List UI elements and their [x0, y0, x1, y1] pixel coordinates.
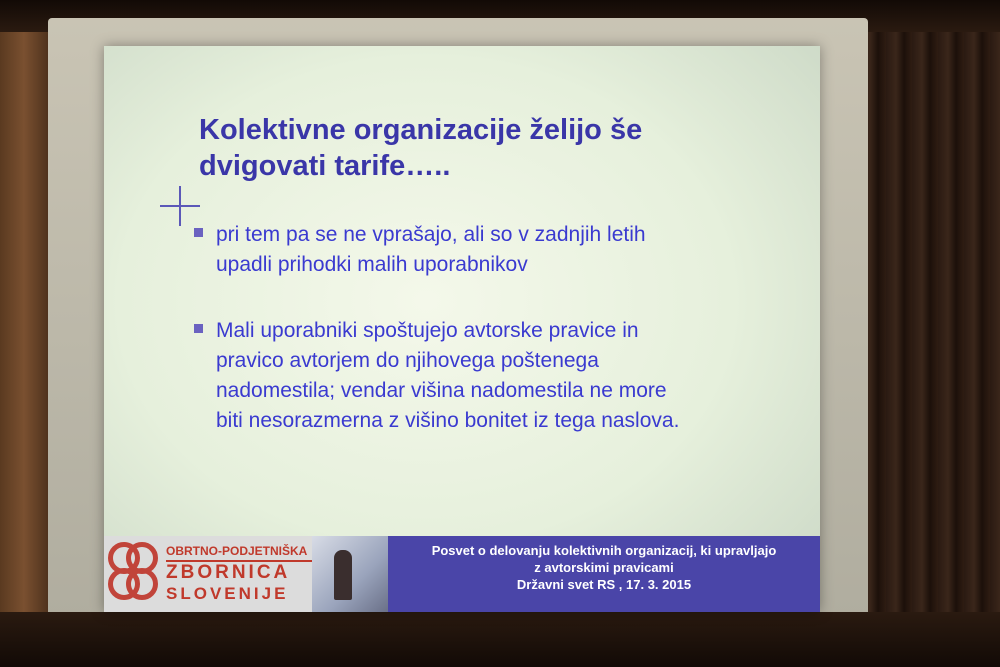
bullet-1-line1: pri tem pa se ne vprašajo, ali so v zadnjih letih — [216, 223, 646, 246]
chamber-logo-icon — [108, 542, 158, 604]
bullet-2-line2: pravico avtorjem do njihovega poštenega — [216, 349, 599, 372]
businessman-photo — [312, 536, 388, 612]
person-figure — [334, 550, 352, 600]
logo-line2: ZBORNICA — [166, 562, 291, 583]
event-info-line1: Posvet o delovanju kolektivnih organizacij, ki upravljajo — [431, 543, 777, 558]
chamber-logo-text — [166, 544, 326, 604]
slide-title-line1: Kolektivne organizacije želijo še — [199, 114, 643, 146]
logo-line1: OBRTNO-PODJETNIŠKA — [166, 544, 326, 562]
bullet-item-1 — [194, 220, 794, 280]
window-blinds-right — [860, 0, 1000, 667]
bullet-2-line4: biti nesorazmerna z višino bonitet iz tega naslova. — [216, 409, 680, 432]
bullet-2-line3: nadomestila; vendar višina nadomestila ne more — [216, 379, 667, 402]
bullet-item-2 — [194, 316, 794, 436]
event-info-line3: Državni svet RS , 17. 3. 2015 — [516, 577, 692, 592]
bullet-1-line2: upadli prihodki malih uporabnikov — [216, 253, 528, 276]
slide-title — [199, 112, 759, 184]
projected-slide — [104, 46, 820, 612]
event-info-line2: z avtorskimi pravicami — [534, 560, 674, 575]
slide-footer — [104, 536, 820, 612]
event-info-band — [388, 536, 820, 612]
square-bullet-icon — [194, 228, 203, 237]
slide-title-line2: dvigovati tarife….. — [199, 150, 451, 182]
bullet-2-line1: Mali uporabniki spoštujejo avtorske pravice in — [216, 319, 639, 342]
logo-line3: SLOVENIJE — [166, 584, 289, 603]
square-bullet-icon — [194, 324, 203, 333]
floor-shadow — [0, 612, 1000, 667]
